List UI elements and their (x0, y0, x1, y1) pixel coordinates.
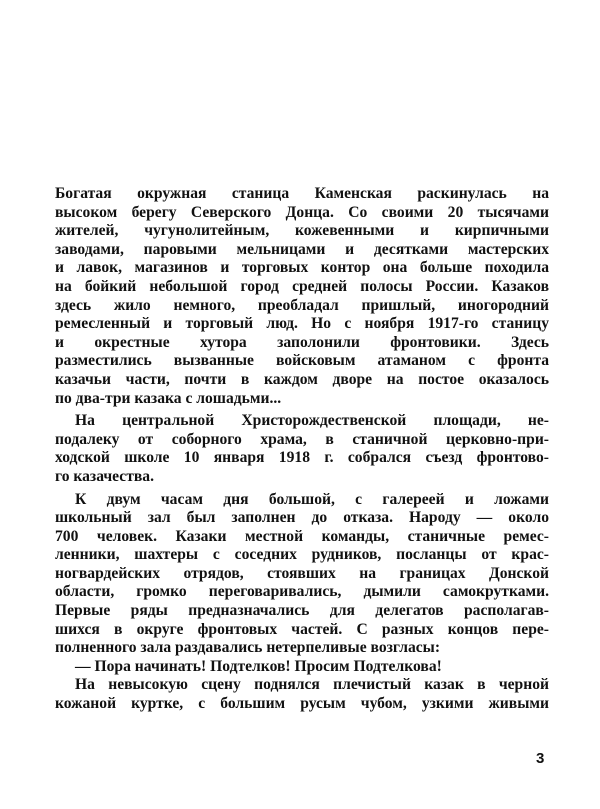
text-line: области, громко переговаривались, дымили самокрутками. (55, 583, 549, 601)
text-line: казачьи части, почти в каждом дворе на постое оказалось (55, 370, 549, 388)
text-line: полненного зала раздавались нетерпеливые возгласы: (55, 639, 441, 657)
text-line: 700 человек. Казаки местной команды, станичные ремес- (55, 527, 549, 545)
text-line: ленники, шахтеры с соседних рудников, посланцы от крас- (55, 546, 549, 564)
text-line: здесь жило немного, преобладал пришлый, иногородний (55, 296, 549, 314)
paragraph (55, 491, 549, 658)
text-line: школьный зал был заполнен до отказа. Народу — около (55, 509, 549, 527)
text-line: и лавок, магазинов и торговых контор она больше походила (55, 259, 549, 277)
text-line: и окрестные хутора заполонили фронтовики. Здесь (55, 333, 549, 351)
text-line: высоком берегу Северского Донца. Со своими 20 тысячами (55, 203, 549, 221)
paragraph (55, 676, 549, 713)
text-line: — Пора начинать! Подтелков! Просим Подтелкова! (75, 657, 442, 675)
text-line: К двум часам дня большой, с галереей и ложами (75, 490, 549, 508)
text-line: На невысокую сцену поднялся плечистый казак в черной (75, 676, 549, 694)
text-line: жителей, чугунолитейным, кожевенными и кирпичными (55, 222, 549, 240)
text-line: шихся в округе фронтовых частей. С разных концов пере- (55, 620, 549, 638)
paragraph (55, 658, 549, 677)
text-line: по два-три казака с лошадьми... (55, 389, 282, 407)
text-line: подалеку от соборного храма, в станичной церковно-при- (55, 430, 549, 448)
page-number: 3 (536, 750, 545, 767)
body-text (55, 185, 549, 714)
text-line: ходской школе 10 января 1918 г. собрался съезд фронтово- (55, 449, 549, 467)
text-line: го казачества. (55, 467, 154, 485)
text-line: разместились вызванные войсковым атаманом с фронта (55, 352, 549, 370)
text-line: заводами, паровыми мельницами и десятками мастерских (55, 240, 549, 258)
text-line: кожаной куртке, с большим русым чубом, узкими живыми (55, 695, 549, 713)
paragraph (55, 412, 549, 486)
text-line: на бойкий небольшой город средней полосы России. Казаков (55, 277, 549, 295)
text-line: Богатая окружная станица Каменская раскинулась на (55, 185, 549, 202)
text-line: На центральной Христорождественской площади, не- (75, 412, 549, 430)
text-line: Первые ряды предназначались для делегатов располагав- (55, 602, 549, 620)
text-line: ремесленный и торговый люд. Но с ноября 1917-го станицу (55, 315, 549, 333)
text-line: ногвардейских отрядов, стоявших на границах Донской (55, 564, 549, 582)
paragraph (55, 185, 549, 408)
